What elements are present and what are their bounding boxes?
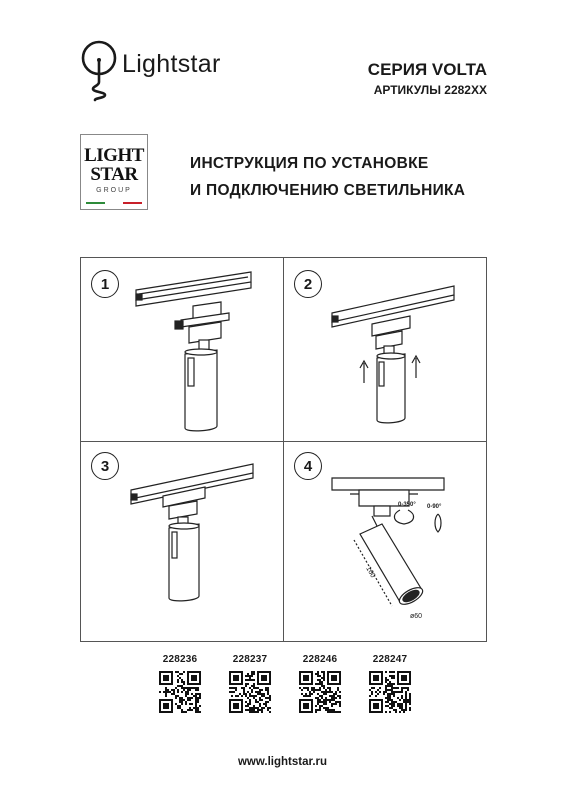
series-name: СЕРИЯ VOLTA [367, 60, 487, 79]
article-item [290, 654, 350, 713]
step-1-illustration [81, 258, 283, 441]
page-title [190, 150, 465, 204]
qr-code-icon[interactable] [229, 671, 271, 713]
qr-code-icon[interactable] [159, 671, 201, 713]
article-code: 228237 [232, 654, 268, 665]
step-1-panel [81, 258, 283, 441]
article-range: АРТИКУЛЫ 2282XX [373, 83, 487, 97]
title-line2: И ПОДКЛЮЧЕНИЮ СВЕТИЛЬНИКА [190, 182, 466, 199]
qr-code-icon[interactable] [369, 671, 411, 713]
article-code: 228246 [302, 654, 338, 665]
website-link[interactable]: www.lightstar.ru [237, 756, 328, 768]
article-item [360, 654, 420, 713]
step-2-number: 2 [294, 270, 322, 298]
qr-code-icon[interactable] [299, 671, 341, 713]
step-3-number: 3 [91, 452, 119, 480]
dimension-length-label: 160 [364, 565, 377, 580]
rotation-horizontal-label: 0-350° [398, 502, 416, 508]
step-1-number: 1 [91, 270, 119, 298]
step-4-panel [284, 442, 488, 642]
group-logo-line3: GROUP [96, 187, 132, 194]
article-code: 228247 [372, 654, 408, 665]
group-logo-line2: STAR [90, 164, 138, 185]
brand-name: Lightstar [122, 50, 221, 78]
brand-logo [80, 38, 290, 102]
article-code: 228236 [162, 654, 198, 665]
dimension-diameter-label: ø60 [410, 613, 423, 620]
article-list [150, 654, 420, 713]
step-4-illustration [284, 442, 488, 642]
instruction-grid [80, 257, 487, 642]
article-item [220, 654, 280, 713]
step-2-panel [284, 258, 488, 441]
group-logo-line1: LIGHT [84, 145, 144, 166]
title-line1: ИНСТРУКЦИЯ ПО УСТАНОВКЕ [190, 155, 429, 172]
italian-flag-stripe [86, 202, 142, 204]
step-3-illustration [81, 442, 283, 642]
lightbulb-logo-icon [80, 38, 122, 102]
step-2-illustration [284, 258, 488, 441]
step-4-number: 4 [294, 452, 322, 480]
article-item [150, 654, 210, 713]
rotation-vertical-label: 0-90° [427, 504, 442, 510]
lightstar-group-logo [80, 134, 148, 210]
step-3-panel [81, 442, 283, 642]
series-block [368, 59, 487, 99]
